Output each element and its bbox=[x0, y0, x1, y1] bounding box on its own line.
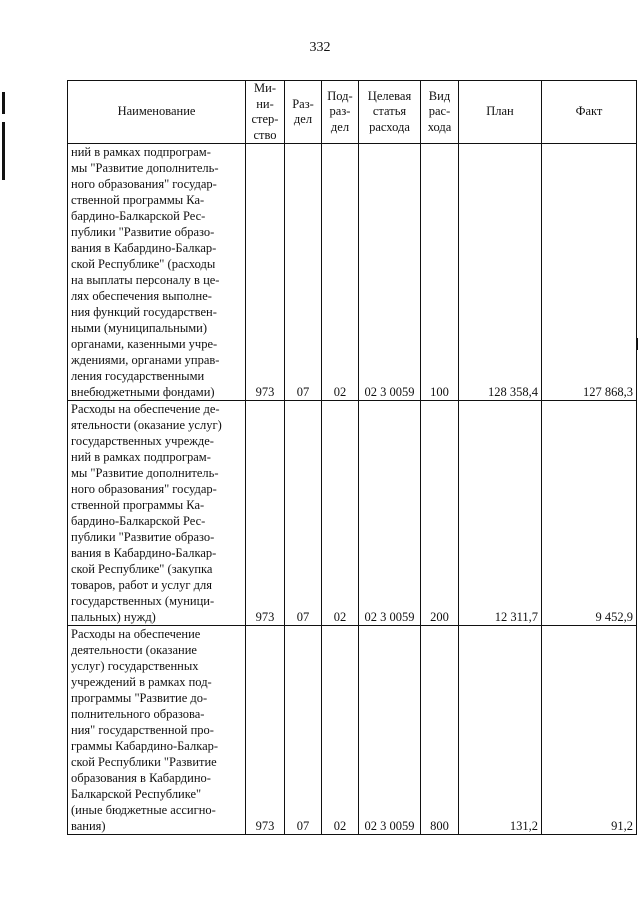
row-fact: 127 868,3 bbox=[542, 144, 637, 401]
row-name: ний в рамках подпрограм- мы "Развитие дополнитель- ного образования" государ- ственной программы Ка- бардино-Балкарской Рес- публики "Развитие образо- вания в Кабардино-Балкар- ской Республике" (расходы на выплаты персоналу в це- лях обеспечения выполне- ния функций государствен- ными (муниципальными) органами, казенными учре- ждениями, органами управ- ления государственными внебюджетными фондами) bbox=[68, 144, 246, 401]
row-plan: 128 358,4 bbox=[459, 144, 542, 401]
header-fact: Факт bbox=[542, 81, 637, 144]
header-subsection: Под- раз- дел bbox=[322, 81, 359, 144]
row-fact: 9 452,9 bbox=[542, 401, 637, 626]
scan-edge-mark-left bbox=[2, 92, 5, 114]
row-target-article: 02 3 0059 bbox=[359, 401, 421, 626]
table-row bbox=[68, 144, 637, 401]
row-fact: 91,2 bbox=[542, 626, 637, 835]
header-ministry: Ми- ни- стер- ство bbox=[246, 81, 285, 144]
row-ministry: 973 bbox=[246, 144, 285, 401]
row-expense-type: 100 bbox=[421, 144, 459, 401]
header-plan: План bbox=[459, 81, 542, 144]
row-ministry: 973 bbox=[246, 626, 285, 835]
row-ministry: 973 bbox=[246, 401, 285, 626]
row-plan: 131,2 bbox=[459, 626, 542, 835]
row-target-article: 02 3 0059 bbox=[359, 144, 421, 401]
header-target-article: Целевая статья расхода bbox=[359, 81, 421, 144]
header-section: Раз- дел bbox=[285, 81, 322, 144]
scan-edge-mark-left bbox=[2, 122, 5, 180]
row-name: Расходы на обеспечение деятельности (оказание услуг) государственных учреждений в рамках под- программы "Развитие до- полнительного образова- ния" государственной про- граммы Кабардино-Балкар- ской Республики "Развитие образования в Кабардино- Балкарской Республике" (иные бюджетные ассигно- вания) bbox=[68, 626, 246, 835]
row-name: Расходы на обеспечение де- ятельности (оказание услуг) государственных учрежде- ний в рамках подпрограм- мы "Развитие дополнитель- ного образования" государ- ственной программы Ка- бардино-Балкарской Рес- публики "Развитие образо- вания в Кабардино-Балкар- ской Республике" (закупка товаров, работ и услуг для государственных (муници- пальных) нужд) bbox=[68, 401, 246, 626]
row-subsection: 02 bbox=[322, 626, 359, 835]
table-row bbox=[68, 626, 637, 835]
row-section: 07 bbox=[285, 401, 322, 626]
table-row bbox=[68, 401, 637, 626]
page-number: 332 bbox=[309, 40, 331, 55]
row-expense-type: 200 bbox=[421, 401, 459, 626]
row-section: 07 bbox=[285, 626, 322, 835]
row-plan: 12 311,7 bbox=[459, 401, 542, 626]
header-expense-type: Вид рас- хода bbox=[421, 81, 459, 144]
row-subsection: 02 bbox=[322, 144, 359, 401]
header-name: Наименование bbox=[68, 81, 246, 144]
row-subsection: 02 bbox=[322, 401, 359, 626]
row-target-article: 02 3 0059 bbox=[359, 626, 421, 835]
table-header-row bbox=[68, 81, 637, 144]
row-section: 07 bbox=[285, 144, 322, 401]
budget-table bbox=[67, 80, 637, 835]
row-expense-type: 800 bbox=[421, 626, 459, 835]
